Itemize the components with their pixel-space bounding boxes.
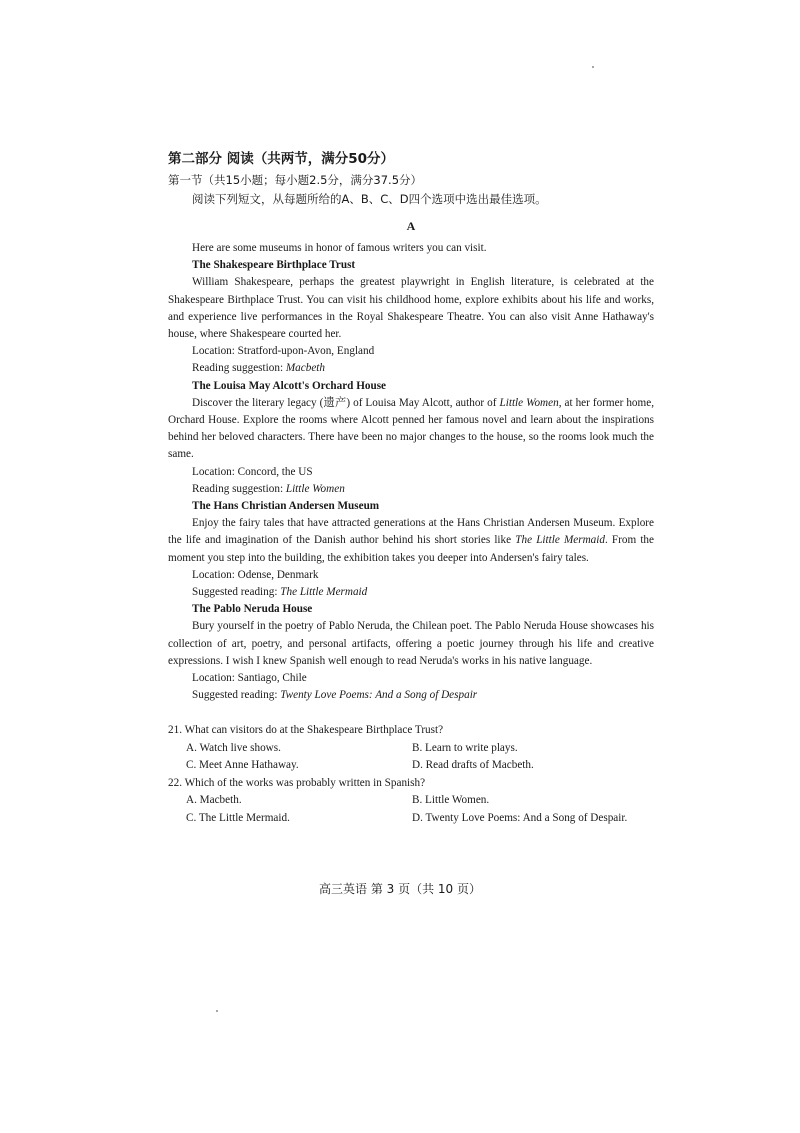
section-title: 第一节（共15小题；每小题2.5分，满分37.5分） xyxy=(168,173,423,187)
passage-intro: Here are some museums in honor of famous writers you can visit. xyxy=(192,242,487,254)
option-c: C. The Little Mermaid. xyxy=(186,811,290,824)
question-options xyxy=(186,740,654,775)
museum-location xyxy=(192,670,654,687)
question-stem: 21. What can visitors do at the Shakespeare Birthplace Trust? xyxy=(168,724,444,737)
location-label: Location: xyxy=(192,672,238,685)
question xyxy=(168,722,654,775)
questions xyxy=(168,722,654,827)
book-title: Little Women xyxy=(499,396,559,409)
museum-heading: The Hans Christian Andersen Museum xyxy=(192,500,380,513)
option-b: B. Learn to write plays. xyxy=(412,741,518,754)
museum-location xyxy=(192,464,654,481)
reading-label: Suggested reading: xyxy=(192,689,281,702)
museum-location xyxy=(192,343,654,360)
description-text: , at her former home, Orchard House. Explore the rooms where Alcott penned her famous novel and learn about the inspirations behind her beloved characters. There have been no major changes to the house, so the rooms look much the same. xyxy=(168,396,654,461)
part-title: 第二部分 阅读（共两节，满分50分） xyxy=(168,151,394,167)
museum-description xyxy=(168,395,654,464)
location-value: Santiago, Chile xyxy=(237,672,307,685)
description-text: Enjoy the fairy tales that have attracted generations at the Hans Christian Andersen Museum. Explore the life and imagination of the Danish author behind his short stories like xyxy=(168,517,654,547)
option-a: A. Macbeth. xyxy=(186,794,242,807)
location-label: Location: xyxy=(192,568,238,581)
book-title: The Little Mermaid xyxy=(515,534,605,547)
reading-label: Reading suggestion: xyxy=(192,362,286,375)
reading-title: Little Women xyxy=(285,482,345,495)
instruction: 阅读下列短文，从每题所给的A、B、C、D四个选项中选出最佳选项。 xyxy=(192,192,547,206)
option-b: B. Little Women. xyxy=(412,794,490,807)
scan-speck xyxy=(216,1010,218,1012)
question-options xyxy=(186,792,654,827)
museum-description: William Shakespeare, perhaps the greatest playwright in English literature, is celebrated at the Shakespeare Birthplace Trust. You can visit his childhood home, explore exhibits about his life and works, and experience live performances in the Royal Shakespeare Theatre. You can also visit Anne Hathaway's house, where Shakespeare courted her. xyxy=(168,276,654,341)
reading-label: Reading suggestion: xyxy=(192,482,286,495)
museum-description: Bury yourself in the poetry of Pablo Neruda, the Chilean poet. The Pablo Neruda House showcases his collection of art, poetry, and personal artifacts, offering a poetic journey through his life and creative expressions. I wish I knew Spanish well enough to read Neruda's works in his native language. xyxy=(168,620,654,667)
option-d: D. Read drafts of Macbeth. xyxy=(412,759,534,772)
reading-title: Twenty Love Poems: And a Song of Despair xyxy=(280,689,478,702)
option-a: A. Watch live shows. xyxy=(186,741,281,754)
question xyxy=(168,775,654,828)
page-footer: 高三英语 第 3 页（共 10 页） xyxy=(319,882,481,896)
museum-reading xyxy=(192,481,654,498)
option-d: D. Twenty Love Poems: And a Song of Despair. xyxy=(412,811,628,824)
page-content xyxy=(168,150,654,827)
reading-title: The Little Mermaid xyxy=(280,586,368,599)
reading-label: Suggested reading: xyxy=(192,586,281,599)
museum-reading xyxy=(192,687,654,704)
option-c: C. Meet Anne Hathaway. xyxy=(186,759,299,772)
reading-title: Macbeth xyxy=(285,362,325,375)
location-value: Concord, the US xyxy=(237,465,313,478)
scan-speck xyxy=(592,66,594,68)
description-text: . From the moment you step into the building, the exhibition takes you deeper into Andersen's fairy tales. xyxy=(168,534,654,564)
museum-description xyxy=(168,515,654,567)
description-text: Discover the literary legacy (遗产) of Louisa May Alcott, author of xyxy=(192,396,500,409)
location-label: Location: xyxy=(192,465,238,478)
passage-letter: A xyxy=(406,219,416,233)
museum-reading xyxy=(192,360,654,377)
museum-reading xyxy=(192,584,654,601)
museum-heading: The Shakespeare Birthplace Trust xyxy=(192,259,356,272)
museum-heading: The Pablo Neruda House xyxy=(192,603,313,616)
location-value: Odense, Denmark xyxy=(237,568,319,581)
location-label: Location: xyxy=(192,345,238,358)
museum-location xyxy=(192,567,654,584)
museum-heading: The Louisa May Alcott's Orchard House xyxy=(192,379,387,392)
question-stem: 22. Which of the works was probably written in Spanish? xyxy=(168,776,426,789)
location-value: Stratford-upon-Avon, England xyxy=(237,345,375,358)
